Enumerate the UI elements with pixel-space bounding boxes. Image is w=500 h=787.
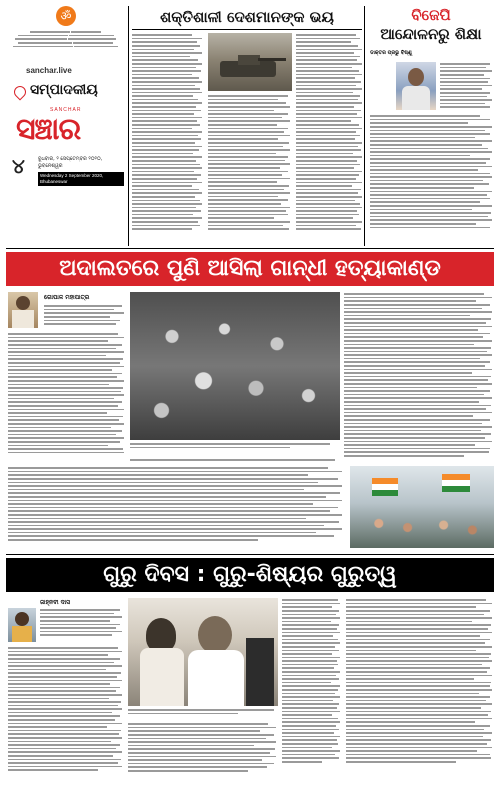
teacher-student-photo <box>128 598 278 706</box>
article-title-top-center: ଶକ୍ତିଶାଳୀ ଦେଶମାନଙ୍କ ଭୟ <box>160 8 334 26</box>
author-photo <box>396 62 436 110</box>
article-body <box>8 332 126 458</box>
article-byline: ଡାକ୍ତର ପ୍ରଭୁ ବିଷ୍ଣୁ <box>370 50 412 56</box>
article-body <box>282 598 342 778</box>
article-body <box>130 458 340 464</box>
article-byline: ଜାହ୍ନବୀ ଦାସ <box>40 599 71 606</box>
photo-caption <box>128 708 278 720</box>
article-body <box>346 598 494 778</box>
protest-flag-photo <box>350 466 494 548</box>
section-name: ସମ୍ପାଦକୀୟ <box>30 82 98 98</box>
author-photo <box>8 608 36 642</box>
article-body <box>8 466 344 548</box>
article-body <box>44 304 126 328</box>
article-body <box>132 33 204 239</box>
promo-text <box>12 30 120 66</box>
flag-icon <box>442 474 470 492</box>
article-body <box>8 646 124 778</box>
article-title-top-right-2: ଆନ୍ଦୋଳନରୁ ଶିକ୍ଷା <box>380 25 482 43</box>
article-body <box>128 722 278 778</box>
gandhi-funeral-photo <box>130 292 340 440</box>
om-logo-icon: ॐ <box>56 6 76 26</box>
article-body <box>344 292 494 464</box>
website-label[interactable]: sanchar.live <box>26 66 72 75</box>
article-body <box>440 62 494 112</box>
paper-name-small: SANCHAR <box>50 107 82 113</box>
divider <box>128 6 129 246</box>
page-number: ୪ <box>12 154 25 178</box>
article-body <box>296 33 362 239</box>
divider <box>132 29 362 30</box>
date-english: Wednesday 2 September 2020, Bhubaneswar <box>38 172 124 186</box>
date-odia: ବୁଧବାର, ୨ ସେପ୍ଟେମ୍ବର ୨୦୨୦, ଭୁବନେଶ୍ୱର <box>38 156 103 169</box>
divider <box>364 6 365 246</box>
pen-icon <box>12 84 29 101</box>
paper-name: ସଞ୍ଚାର <box>16 112 81 147</box>
bottom-banner: ଗୁରୁ ଦିବସ : ଗୁରୁ-ଶିଷ୍ୟର ଗୁରୁତ୍ୱ <box>6 558 494 592</box>
article-byline: ଗୋପାଳ ମହାପାତ୍ର <box>44 294 90 301</box>
divider <box>6 248 494 249</box>
author-photo <box>8 292 38 328</box>
article-title-top-right-1: ବିଜେପି <box>411 6 451 24</box>
photo-caption <box>130 442 340 454</box>
divider <box>6 554 494 555</box>
masthead <box>6 4 126 216</box>
tank-photo <box>208 33 292 91</box>
flag-icon <box>372 478 398 496</box>
main-banner: ଅଦାଲତରେ ପୁଣି ଆସିଲା ଗାନ୍ଧୀ ହତ୍ୟାକାଣ୍ଡ <box>6 252 494 286</box>
article-body <box>40 608 124 642</box>
article-body <box>208 94 292 239</box>
article-body <box>370 114 494 236</box>
